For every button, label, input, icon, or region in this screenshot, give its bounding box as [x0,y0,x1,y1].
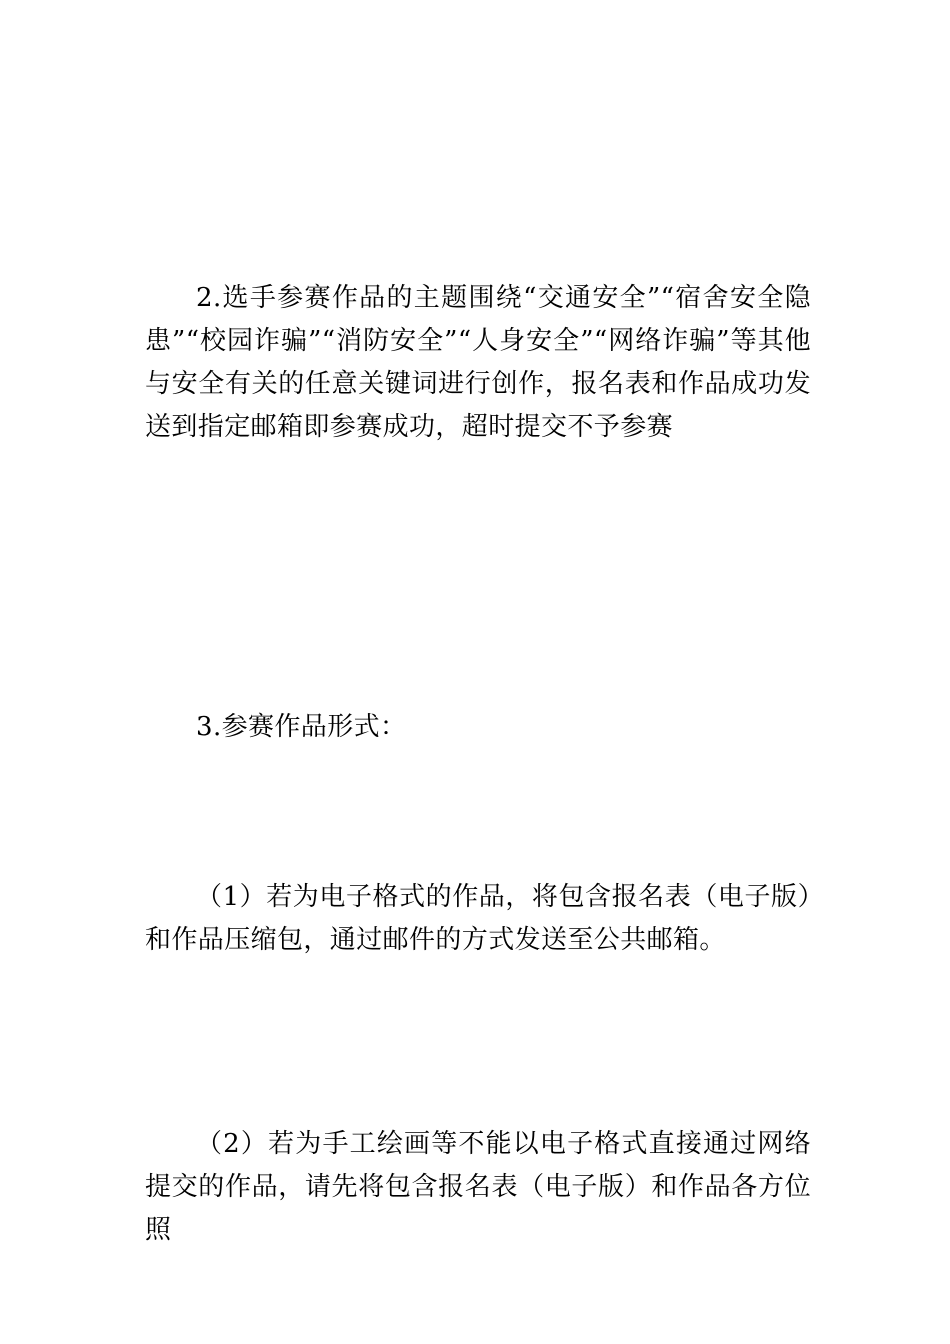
paragraph-handmade-submission: （2）若为手工绘画等不能以电子格式直接通过网络提交的作品，请先将包含报名表（电子版）和作品各方位照 [145,1129,811,1245]
paragraph-submission-format-heading: 3.参赛作品形式： [196,712,407,742]
paragraph-theme-requirements: 2.选手参赛作品的主题围绕“交通安全”“宿舍安全隐患”“校园诈骗”“消防安全”“人身安全”“网络诈骗”等其他与安全有关的任意关键词进行创作，报名表和作品成功发送到指定邮箱即参赛成功，超时提交不予参赛 [145,283,811,442]
paragraph-electronic-submission: （1）若为电子格式的作品，将包含报名表（电子版）和作品压缩包，通过邮件的方式发送至公共邮箱。 [145,882,811,955]
